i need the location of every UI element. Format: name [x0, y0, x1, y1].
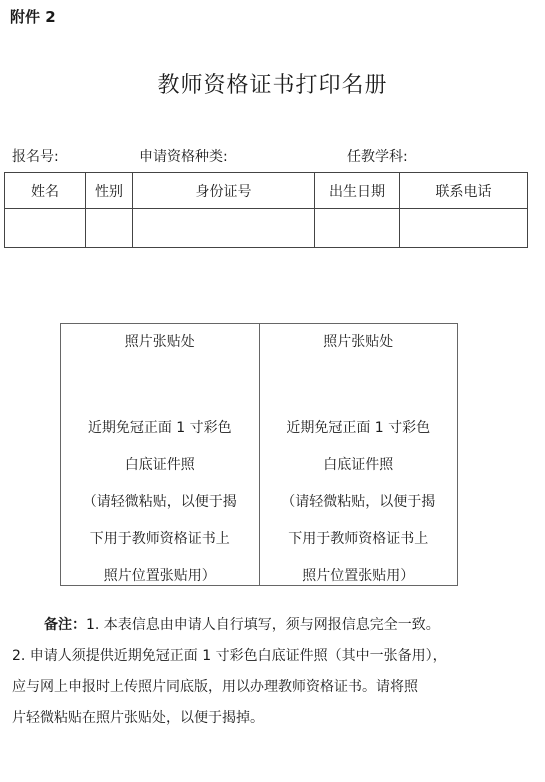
- photo-instruction-line: 近期免冠正面 1 寸彩色: [87, 420, 232, 436]
- notes-label: 备注：: [44, 617, 86, 633]
- roster-table: [4, 172, 528, 248]
- registration-no-label: 报名号:: [12, 149, 59, 165]
- note-line-3: 应与网上申报时上传照片同底版，用以办理教师资格证书。请将照: [12, 679, 418, 695]
- photo-box-instructions: [260, 410, 458, 595]
- header-phone: 联系电话: [400, 173, 528, 209]
- cell-id-number: [133, 209, 315, 248]
- note-line-1: [12, 610, 542, 641]
- photo-box-header: 照片张贴处: [124, 334, 195, 350]
- photo-instruction-line: 近期免冠正面 1 寸彩色: [286, 420, 431, 436]
- photo-box-header: 照片张贴处: [323, 334, 394, 350]
- attachment-label: 附件 2: [10, 8, 56, 26]
- header-name: 姓名: [5, 173, 86, 209]
- photo-box-instructions: [61, 410, 259, 595]
- cert-type-label: 申请资格种类:: [139, 149, 228, 165]
- cell-phone: [400, 209, 528, 248]
- photo-area: [60, 323, 458, 586]
- table-row: [5, 209, 528, 248]
- subject-label: 任教学科:: [347, 149, 408, 165]
- photo-instruction-line: 照片位置张贴用）: [302, 568, 415, 584]
- header-birth-date: 出生日期: [315, 173, 400, 209]
- table-header-row: [5, 173, 528, 209]
- photo-instruction-line: 白底证件照: [323, 457, 394, 473]
- photo-instruction-line: 白底证件照: [124, 457, 195, 473]
- photo-instruction-line: 下用于教师资格证书上: [288, 531, 429, 547]
- cell-birth-date: [315, 209, 400, 248]
- header-id-number: 身份证号: [133, 173, 315, 209]
- photo-instruction-line: 照片位置张贴用）: [103, 568, 216, 584]
- cell-name: [5, 209, 86, 248]
- note-line-2: 2. 申请人须提供近期免冠正面 1 寸彩色白底证件照（其中一张备用），: [12, 648, 447, 664]
- photo-box-left: [61, 324, 259, 585]
- note-text-1: 1. 本表信息由申请人自行填写，须与网报信息完全一致。: [86, 617, 440, 633]
- header-gender: 性别: [86, 173, 133, 209]
- photo-instruction-line: 下用于教师资格证书上: [89, 531, 230, 547]
- cell-gender: [86, 209, 133, 248]
- page-title: 教师资格证书打印名册: [157, 73, 388, 98]
- notes-section: [12, 610, 542, 734]
- photo-instruction-line: （请轻微粘贴，以便于揭: [82, 494, 237, 510]
- photo-instruction-line: （请轻微粘贴，以便于揭: [281, 494, 436, 510]
- photo-box-right: [259, 324, 458, 585]
- note-line-4: 片轻微粘贴在照片张贴处，以便于揭掉。: [12, 710, 264, 726]
